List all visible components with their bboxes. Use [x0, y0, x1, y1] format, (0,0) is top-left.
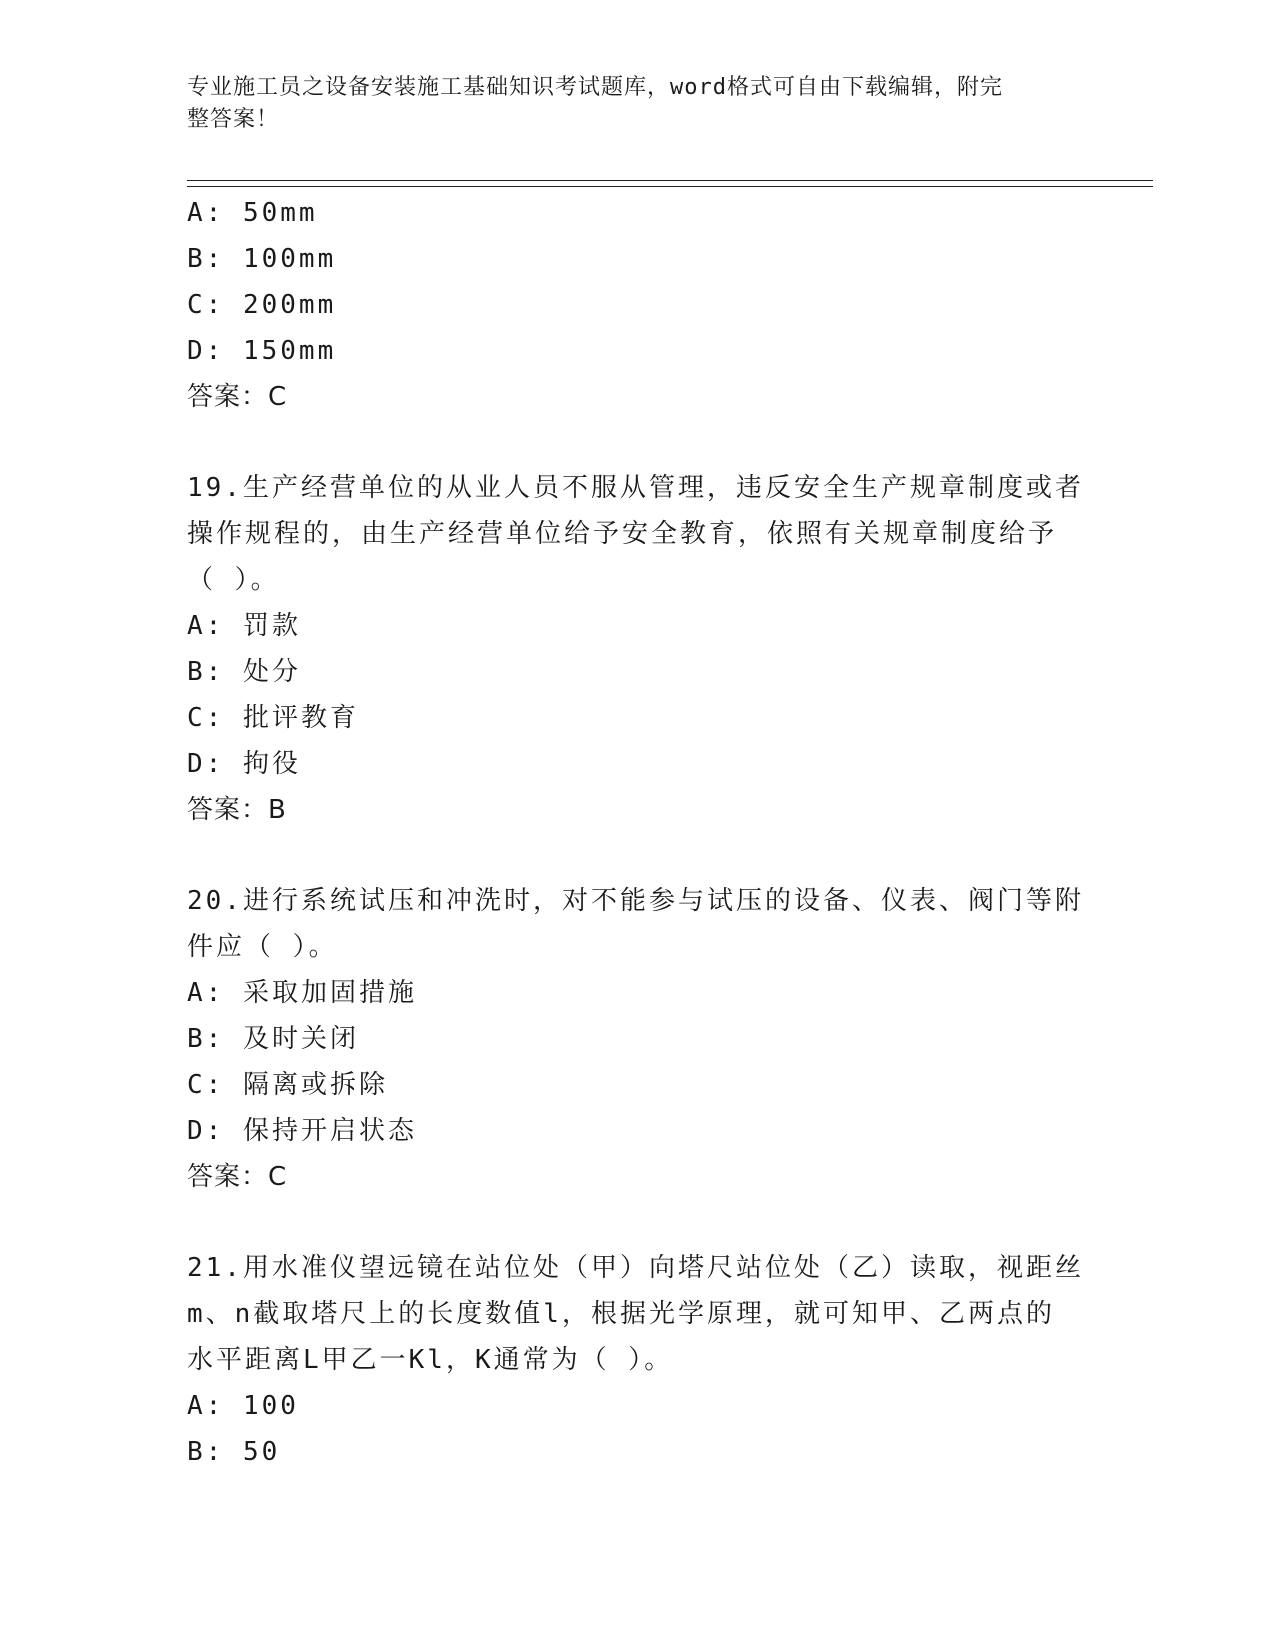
option-c: C: 隔离或拆除	[187, 1070, 388, 1100]
option-a: A: 采取加固措施	[187, 978, 417, 1008]
answer: 答案：B	[187, 795, 287, 825]
document-header	[187, 72, 1067, 136]
question-stem-line: m、n截取塔尺上的长度数值l，根据光学原理，就可知甲、乙两点的	[187, 1299, 1055, 1329]
option-d: D: 保持开启状态	[187, 1116, 417, 1146]
option-d: D: 150mm	[187, 336, 337, 366]
question-list	[187, 190, 1084, 1475]
question-stem-line: 21.用水准仪望远镜在站位处（甲）向塔尺站位处（乙）读取，视距丝	[187, 1253, 1084, 1283]
question-stem-line: 20.进行系统试压和冲洗时，对不能参与试压的设备、仪表、阀门等附	[187, 886, 1084, 916]
option-a: A: 100	[187, 1391, 299, 1421]
answer: 答案：C	[187, 382, 288, 412]
header-divider	[187, 180, 1153, 187]
question-stem-line: 水平距离L甲乙一Kl，K通常为（ ）。	[187, 1345, 674, 1375]
question-stem-line: （ ）。	[187, 565, 280, 595]
option-d: D: 拘役	[187, 749, 301, 779]
option-a: A: 罚款	[187, 611, 301, 641]
question-stem-line: 件应（ ）。	[187, 932, 338, 962]
option-a: A: 50mm	[187, 198, 318, 228]
option-b: B: 处分	[187, 657, 301, 687]
document-page	[187, 0, 1147, 1650]
answer: 答案：C	[187, 1162, 288, 1192]
option-b: B: 50	[187, 1437, 281, 1467]
question-21	[187, 1245, 1084, 1475]
question-20	[187, 878, 1084, 1200]
option-c: C: 批评教育	[187, 703, 359, 733]
question-stem-line: 操作规程的，由生产经营单位给予安全教育，依照有关规章制度给予	[187, 519, 1058, 549]
header-line-2: 整答案！	[187, 107, 280, 132]
question-19	[187, 465, 1084, 833]
option-c: C: 200mm	[187, 290, 337, 320]
question-18	[187, 190, 1067, 420]
option-b: B: 100mm	[187, 244, 337, 274]
option-b: B: 及时关闭	[187, 1024, 359, 1054]
question-stem-line: 19.生产经营单位的从业人员不服从管理，违反安全生产规章制度或者	[187, 473, 1084, 503]
header-line-1: 专业施工员之设备安装施工基础知识考试题库，word格式可自由下载编辑，附完	[187, 75, 1003, 100]
